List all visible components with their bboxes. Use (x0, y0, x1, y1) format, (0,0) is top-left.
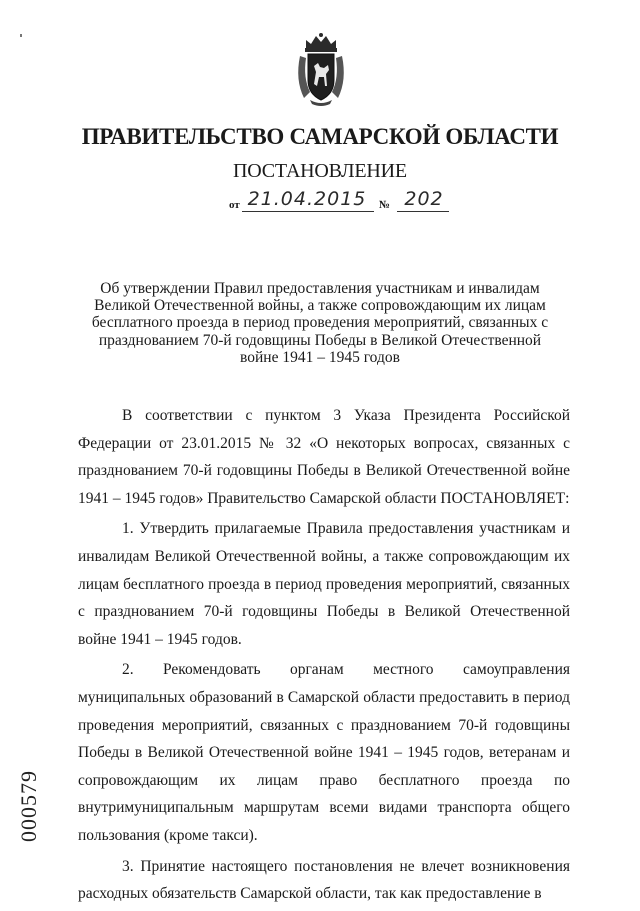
paragraph-item-1: 1. Утвердить прилагаемые Правила предоставления участникам и инвалидам Великой Отечественной войны, а также сопровождающим их лицам бесплатного проезда в период проведения мероприятий, связанных с празднованием 70-й годовщины Победы в Великой Отечественной войне 1941 – 1945 годов. (78, 520, 570, 648)
document-type: ПОСТАНОВЛЕНИЕ (233, 160, 407, 182)
paragraph-item-2: 2. Рекомендовать органам местного самоуправления муниципальных образований в Самарской области предоставить в период проведения мероприятий, связанных с празднованием 70-й годовщины Победы в Великой Отечественной войне 1941 – 1945 годов, ветеранам и сопровождающим их лицам право бесплатного проезда по внутримуниципальным маршрутам всеми видами транспорта общего пользования (кроме такси). (78, 661, 570, 844)
number-underline (397, 211, 449, 212)
document-body (78, 402, 570, 911)
paragraph-item-3: 3. Принятие настоящего постановления не влечет возникновения расходных обязательств Самарской области, так как предоставление в (78, 857, 570, 903)
document-subject: Об утверждении Правил предоставления участникам и инвалидам Великой Отечественной войны, а также сопровождающим их лицам бесплатного проезда в период проведения мероприятий, связанных с празднованием 70-й годовщины Победы в Великой Отечественной войне 1941 – 1945 годов (91, 280, 549, 366)
date-number-line (229, 188, 449, 216)
margin-stamp-number: 000579 (16, 770, 41, 842)
date-prefix: от (229, 199, 240, 211)
scan-speck (20, 34, 22, 37)
coat-of-arms-emblem (294, 32, 348, 106)
handwritten-date: 21.04.2015 (247, 188, 367, 210)
government-title: ПРАВИТЕЛЬСТВО САМАРСКОЙ ОБЛАСТИ (81, 124, 559, 149)
paragraph-preamble: В соответствии с пунктом 3 Указа Президента Российской Федерации от 23.01.2015 № 32 «О некоторых вопросах, связанных с празднованием 70-й годовщины Победы в Великой Отечественной войне 1941 – 1945 годов» Правительство Самарской области ПОСТАНОВЛЯЕТ: (78, 407, 570, 507)
date-underline (242, 211, 374, 212)
number-prefix: № (379, 199, 391, 211)
handwritten-number: 202 (404, 188, 444, 210)
